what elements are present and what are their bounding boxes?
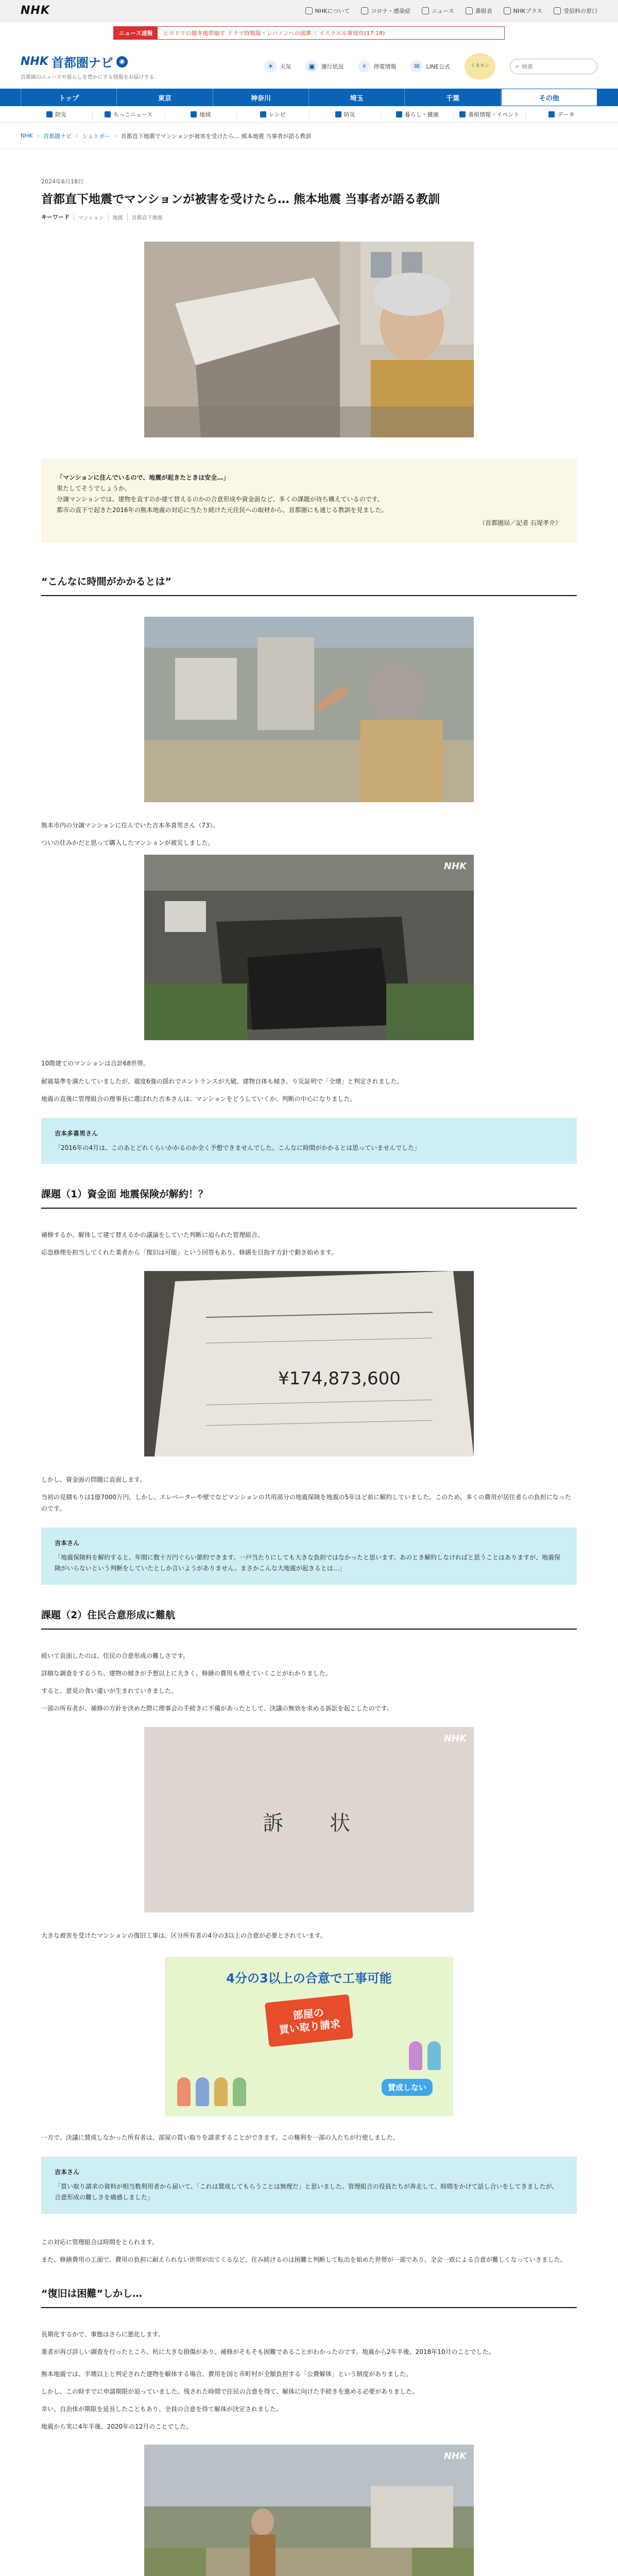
breadcrumb-navi[interactable]: 首都圏ナビ	[43, 132, 72, 140]
brand-subtitle: 首都圏のニュースや暮らしを豊かにする情報をお届けする	[21, 75, 154, 80]
keyword-tag[interactable]: 地震	[108, 213, 123, 221]
paragraph: 当初の見積もりは1億7000万円。しかし、エレベーターや壁でなどマンションの共用部分の地震保険を地震の5年ほど前に解約していました。このため、多くの費用が居住者らの負担になったのです。	[41, 1493, 571, 1512]
power-link[interactable]: ⚡ 停電情報	[358, 60, 396, 73]
play-icon	[504, 7, 511, 14]
quote-text: 「地震保険料を解約すると、年間に数十万円ぐらい節約できます。一戸当たりにしても大きな負担ではなかったと思います。あのとき解約しなければと思うことはありますが、地震保険がいらないという判断をしていたとしか言いようがありません。まさかこんな大地震が起きるとは…」	[55, 1553, 561, 1572]
paragraph: 地震の直後に管理組合の理事長に選ばれた吉本さんは、マンションをどうしていくか、判断の中心になりました。	[41, 1095, 356, 1103]
kids-icon	[105, 111, 111, 117]
hero-photo-image	[144, 242, 474, 437]
section1-photo-1-image	[144, 617, 474, 802]
nav-saitama[interactable]: 埼玉	[309, 89, 405, 106]
person-icon	[196, 2077, 209, 2106]
people-group-yes	[177, 2077, 246, 2106]
compass-icon: ◉	[116, 56, 128, 67]
paragraph: 補修するか、解体して建て替えるかの議論をしていた判断に迫られた管理組合。	[41, 1231, 264, 1239]
event-icon	[459, 111, 466, 117]
person-icon	[409, 2041, 422, 2070]
nhk-watermark: NHK	[443, 861, 467, 872]
lawsuit-document-photo	[144, 1727, 474, 1912]
insurance-document-photo	[144, 1271, 474, 1456]
quote-speaker: 吉本さん	[55, 1539, 80, 1547]
global-link-corona[interactable]: コロナ・感染症	[361, 7, 410, 15]
subnav-item[interactable]: 地域	[165, 110, 237, 118]
paragraph: ついの住みかだと思って購入したマンションが被災しました。	[41, 839, 214, 847]
quote-speaker: 吉本さん	[55, 2168, 80, 2176]
person-icon	[214, 2077, 228, 2106]
search-box[interactable]	[510, 59, 597, 74]
paragraph: 業者が再び詳しい調査を行ったところ、杭に大きな損傷があり、補修がそもそも困難であることがわかったのです。地震から2年半後、2018年10月のことでした。	[41, 2348, 495, 2356]
subnav-item[interactable]: 防災	[310, 110, 382, 118]
breadcrumb-category[interactable]: シュトボー	[82, 132, 111, 140]
nav-tokyo[interactable]: 東京	[117, 89, 213, 106]
quote-box	[41, 2157, 577, 2214]
hero-photo	[144, 242, 474, 437]
lead-byline: （首都圏局／記者 石堤孝介）	[479, 519, 561, 527]
section-heading-3: 課題（2）住民合意形成に難航	[41, 1607, 577, 1630]
line-link[interactable]: ✉ LINE公式	[410, 60, 450, 73]
illustration-no-label: 賛成しない	[382, 2079, 433, 2096]
subnav-item[interactable]: レシピ	[237, 110, 309, 118]
nav-top[interactable]: トップ	[21, 89, 117, 106]
section-heading-1: “こんなに時間がかかるとは”	[41, 574, 577, 596]
paragraph: 一部の所有者が、補修の方針を決めた際に理事会の手続きに不備があったとして、決議の無効を求める訴訟を起こしたのです。	[41, 1705, 393, 1713]
paragraph: 耐震基準を満たしていましたが、震度6強の揺れでエントランスが大破、建物自体も傾き、り災証明で「全壊」と判定されました。	[41, 1077, 403, 1085]
lead-line: 果たしてそうでしょうか。	[57, 485, 131, 493]
train-icon: ▣	[305, 60, 318, 73]
paragraph: しかし、この時すでに申請期限が迫っていました。残された時間で住民の合意を得て、解体に向けた手続きを進める必要がありました。	[41, 2387, 419, 2395]
breadcrumb	[0, 123, 618, 149]
chevron-right-icon: ›	[76, 132, 78, 139]
person-icon	[233, 2077, 246, 2106]
lead-line: 分譲マンションでは、建物を直すのか建て替えるのかの合意形成や資金面など、多くの課題が待ち構えているのです。	[57, 496, 384, 503]
breadcrumb-nhk[interactable]: NHK	[21, 132, 33, 139]
lead-box	[41, 458, 577, 543]
breaking-news-label: ニュース速報	[114, 27, 158, 39]
paragraph: 幸い、自治体が期限を延長したこともあり、全員の合意を得て解体が決定されました。	[41, 2405, 283, 2413]
recipe-icon	[260, 111, 266, 117]
global-bar	[0, 0, 618, 22]
paragraph: 地震から実に4年半後、2020年の12月のことでした。	[41, 2423, 193, 2431]
article-date: 2024年6月18日	[41, 178, 83, 185]
map-icon	[191, 111, 197, 117]
lead-heading: 「マンションに住んでいるので、地震が起きたときは安全…」	[57, 474, 230, 482]
bolt-icon: ⚡	[358, 60, 370, 73]
section-heading-2: 課題（1）資金面 地震保険が解約！？	[41, 1187, 577, 1209]
nav-more[interactable]: その他	[501, 89, 597, 106]
virus-icon	[361, 7, 368, 14]
shield-icon	[335, 111, 341, 117]
news-icon	[422, 7, 429, 14]
paragraph: 10階建てのマンションは合計68世帯。	[41, 1060, 150, 1067]
paragraph: しかし、資金面の問題に直面します。	[41, 1476, 146, 1483]
breaking-news-strip	[0, 22, 618, 44]
global-links	[305, 7, 597, 15]
subnav-item[interactable]: ちっこニュース	[93, 110, 165, 118]
paragraph: すると、意見の食い違いが生まれていきました。	[41, 1687, 178, 1695]
section1-photo-1	[144, 617, 474, 802]
header-tools	[264, 53, 597, 80]
article	[41, 149, 577, 2576]
chevron-right-icon: ›	[114, 132, 117, 139]
search-icon: ⌕	[516, 63, 519, 70]
paragraph: 続いて直面したのは、住民の合意形成の難しさです。	[41, 1652, 190, 1659]
paragraph: 熊本市内の分譲マンションに住んでいた吉本多喜男さん（73）。	[41, 822, 219, 829]
sun-icon: ☀	[264, 60, 277, 73]
site-header	[0, 44, 618, 89]
subnav-item[interactable]: 番組情報・イベント	[454, 110, 526, 118]
quote-box	[41, 1528, 577, 1585]
bell-icon	[46, 111, 53, 117]
paragraph: 熊本地震では、半壊以上と判定された建物を解体する場合、費用を国と市町村が全額負担する「公費解体」という制度がありました。	[41, 2370, 413, 2378]
heart-icon	[396, 111, 402, 117]
keyword-tag[interactable]: 首都直下地震	[127, 213, 163, 221]
nhk-watermark: NHK	[443, 2451, 467, 2462]
breaking-news-box[interactable]	[113, 26, 505, 40]
document-word: 状	[330, 1811, 350, 1835]
paragraph: 長期化するかで、事態はさらに悪化します。	[41, 2331, 164, 2338]
paragraph: 詳細な調査をするうち、建物の傾きが予想以上に大きく、修繕の費用も増えていくことがわかりました。	[41, 1670, 332, 1677]
person-icon	[427, 2041, 441, 2070]
breaking-news-text[interactable]: ヒヨドリの越冬地帯崩す ドラマ特報版・レバノンへの図夢〈 イスラエル軍侵攻(17:18)	[163, 30, 385, 37]
brand-nhk: NHK	[21, 55, 48, 68]
paragraph: 応急修理を担当してくれた業者から「復旧は可能」という回答もあり、修繕を目指す方針で動き始めます。	[41, 1249, 338, 1257]
subnav-item[interactable]: データ	[526, 110, 597, 118]
mascot-image[interactable]: くまモン	[465, 53, 495, 80]
section4-photo	[144, 2445, 474, 2576]
keyword-row	[41, 213, 577, 221]
section1-photo-2	[144, 855, 474, 1040]
keyword-label: キーワード	[41, 214, 70, 221]
people-group-no	[409, 2041, 441, 2070]
nhk-logo[interactable]: NHK	[21, 4, 50, 17]
subnav-item[interactable]: 暮らし・健康	[382, 110, 454, 118]
section-heading-4: “復旧は困難”しかし…	[41, 2286, 577, 2308]
lead-line: 都市の直下で起きた2016年の熊本地震の対応に当たり続けた元住民への取材から、首都圏にも通じる教訓を見ました。	[57, 506, 388, 514]
article-title: 首都直下地震でマンションが被害を受けたら… 熊本地震 当事者が語る教訓	[41, 193, 440, 206]
quote-text: 「2016年の4月は、このあとどれくらいかかるのか全く予想できませんでした。こんなに時間がかかるとは思っていませんでした」	[55, 1144, 421, 1151]
global-link-schedule[interactable]: 番組表	[466, 7, 492, 15]
traffic-link[interactable]: ▣ 運行状況	[305, 60, 344, 73]
insurance-document-image	[144, 1271, 474, 1456]
illustration-sign: 部屋の 買い取り請求	[265, 1994, 353, 2047]
person-icon	[177, 2077, 191, 2106]
paragraph: この対応に管理組合は時間をとられます。	[41, 2238, 159, 2246]
global-link-fee[interactable]: 受信料の窓口	[554, 7, 597, 15]
search-input[interactable]	[522, 63, 583, 70]
nav-kanagawa[interactable]: 神奈川	[213, 89, 309, 106]
paragraph: また、修繕費用の工面で、費用の負担に耐えられない世帯が出てくるなど、住み続けるのは困難と判断して転出を始めた世帯が一部であり、全会一致による合意が難しくなっていきました。	[41, 2256, 566, 2263]
document-amount: ¥174,873,600	[278, 1368, 401, 1389]
brand-name: 首都圏ナビ	[51, 55, 113, 70]
chat-icon: ✉	[410, 60, 423, 73]
global-link-news[interactable]: ニュース	[422, 7, 454, 15]
sub-nav	[0, 106, 618, 123]
document-icon	[554, 7, 561, 14]
illustration-title: 4分の3以上の合意で工事可能	[226, 1971, 392, 1986]
quote-text: 「買い取り請求の資料が相当数利用者から届いて、「これは賛成してもらうことは無理だ」と思いました。管理組合の役員たちが奔走して、時間をかけて話し合いをしてきましたが、合意形成の難しさを痛感しました」	[55, 2182, 558, 2201]
tv-icon	[466, 7, 473, 14]
global-link-about[interactable]: NHKについて	[305, 7, 350, 15]
breadcrumb-current: 首都直下地震でマンションが被害を受けたら… 熊本地震 当事者が語る教訓	[121, 132, 312, 140]
paragraph: 大きな被害を受けたマンションの復旧工事は、区分所有者の4分の3以上の合意が必要とされています。	[41, 1931, 327, 1939]
nav-chiba[interactable]: 千葉	[405, 89, 501, 106]
chart-icon	[548, 111, 555, 117]
document-word: 訴	[263, 1811, 283, 1835]
lawsuit-document-image	[144, 1727, 474, 1912]
quote-box	[41, 1118, 577, 1164]
section1-photo-2-image	[144, 855, 474, 1040]
info-icon	[305, 7, 313, 14]
site-brand[interactable]	[21, 53, 154, 80]
global-link-plus[interactable]: NHKプラス	[504, 7, 542, 15]
section4-photo-image	[144, 2445, 474, 2576]
keyword-tag[interactable]: マンション	[74, 213, 104, 221]
nhk-watermark: NHK	[443, 1733, 467, 1744]
chevron-right-icon: ›	[37, 132, 40, 139]
weather-link[interactable]: ☀ 天気	[264, 60, 291, 73]
paragraph: 一方で、決議に賛成しなかった所有者は、部屋の買い取りを請求することができます。この権利を一部の人たちが行使しました。	[41, 2133, 399, 2141]
main-nav	[0, 89, 618, 106]
consent-illustration	[165, 1957, 453, 2116]
quote-speaker: 吉本多喜男さん	[55, 1129, 98, 1137]
subnav-item[interactable]: 防災	[21, 110, 93, 118]
